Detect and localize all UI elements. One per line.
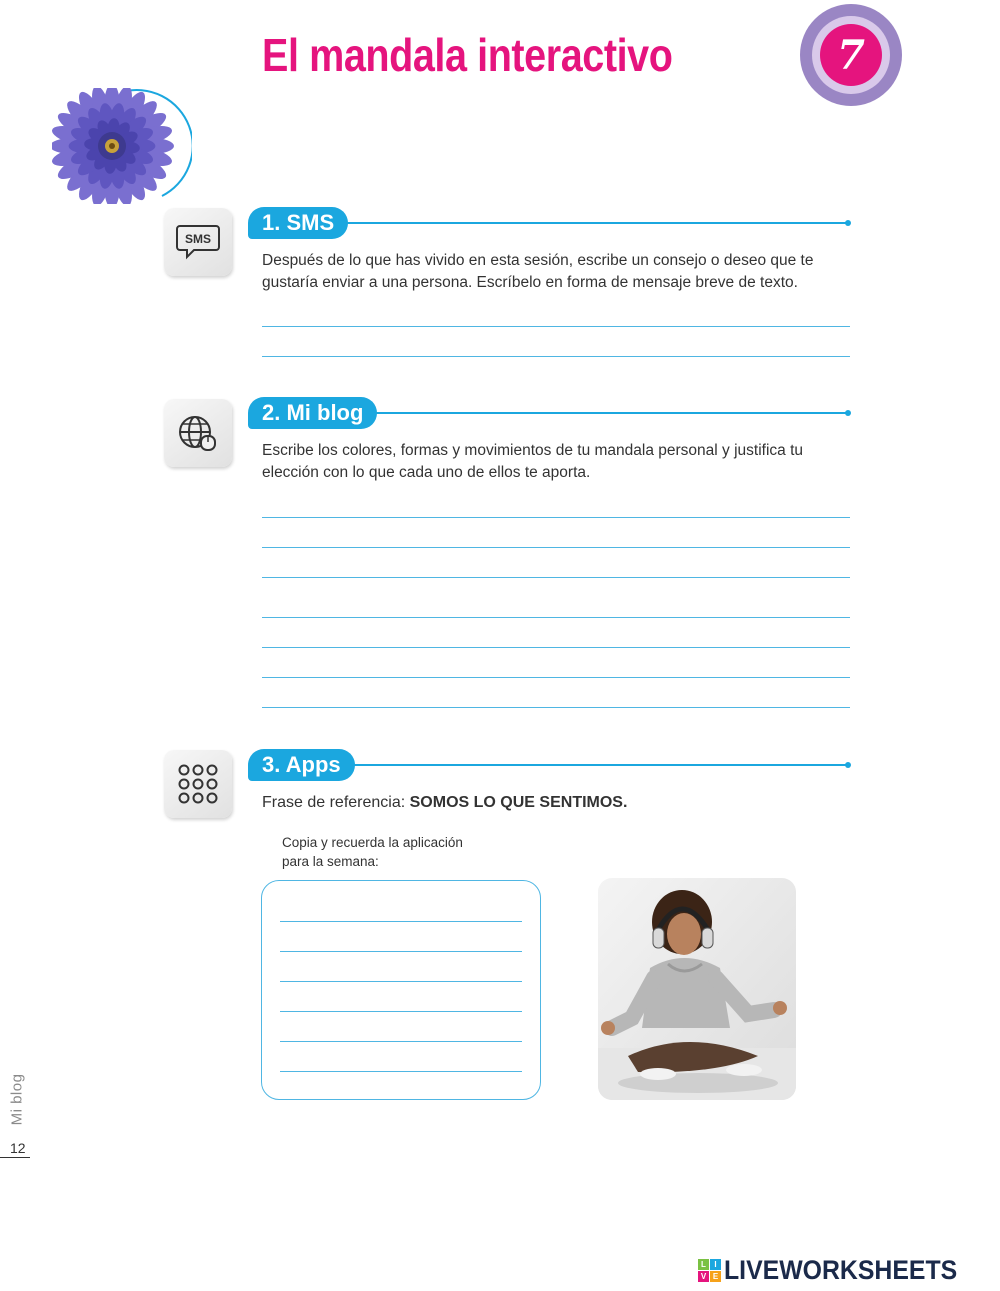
globe-blog-icon: [175, 410, 221, 456]
section-heading-apps: 3. Apps: [248, 749, 355, 781]
meditating-person-photo: [598, 878, 796, 1100]
reference-phrase: SOMOS LO QUE SENTIMOS.: [409, 794, 628, 811]
side-section-text: Mi blog: [8, 1073, 26, 1125]
answer-line-sms[interactable]: [262, 356, 850, 357]
answer-line-blog[interactable]: [262, 677, 850, 678]
page-number: 12: [10, 1140, 26, 1156]
answer-line-sms[interactable]: [262, 326, 850, 327]
reference-phrase-line: [262, 792, 854, 814]
instruction-blog: Escribe los colores, formas y movimientos de tu mandala personal y justifica tu elección con lo que cada uno de ellos te aporta.: [262, 442, 804, 481]
unit-number-badge: [800, 4, 902, 106]
unit-number: 7: [837, 31, 865, 79]
copy-answer-box[interactable]: [261, 880, 541, 1100]
logo-letter: L: [698, 1259, 709, 1270]
box-answer-line[interactable]: [280, 951, 522, 952]
answer-line-blog[interactable]: [262, 547, 850, 548]
liveworksheets-blocks: [698, 1259, 721, 1282]
logo-letter: I: [710, 1259, 721, 1270]
instruction-sms: Después de lo que has vivido en esta sesión, escribe un consejo o deseo que te gustaría enviar a una persona. Escríbelo en forma de mensaje breve de texto.: [262, 252, 814, 291]
page-number-rule: [0, 1157, 30, 1158]
answer-line-blog[interactable]: [262, 647, 850, 648]
section-rule-sms: [338, 222, 848, 224]
section-rule-apps: [348, 764, 848, 766]
blog-icon-tile: [164, 399, 232, 467]
side-section-label: [4, 1064, 30, 1134]
logo-letter: E: [710, 1271, 721, 1282]
box-answer-line[interactable]: [280, 921, 522, 922]
logo-letter: V: [698, 1271, 709, 1282]
section-rule-blog: [376, 412, 848, 414]
liveworksheets-logo: [698, 1255, 978, 1286]
box-answer-line[interactable]: [280, 1071, 522, 1072]
sms-icon-tile: [164, 208, 232, 276]
sms-chat-icon: [176, 222, 220, 262]
section-heading-blog: 2. Mi blog: [248, 397, 377, 429]
answer-line-blog[interactable]: [262, 577, 850, 578]
liveworksheets-text: LIVEWORKSHEETS: [724, 1255, 958, 1285]
sms-icon-text: SMS: [184, 232, 212, 246]
apps-icon-tile: [164, 750, 232, 818]
mandala-flower-icon: [52, 88, 192, 204]
answer-line-blog[interactable]: [262, 617, 850, 618]
box-answer-line[interactable]: [280, 981, 522, 982]
answer-line-blog[interactable]: [262, 517, 850, 518]
apps-grid-icon: [176, 762, 220, 806]
page-title: El mandala interactivo: [262, 29, 673, 81]
box-answer-line[interactable]: [280, 1011, 522, 1012]
box-answer-line[interactable]: [280, 1041, 522, 1042]
copy-prompt: Copia y recuerda la aplicación para la semana:: [282, 835, 463, 869]
reference-label: Frase de referencia:: [262, 794, 410, 811]
answer-line-blog[interactable]: [262, 707, 850, 708]
section-heading-sms: 1. SMS: [248, 207, 348, 239]
